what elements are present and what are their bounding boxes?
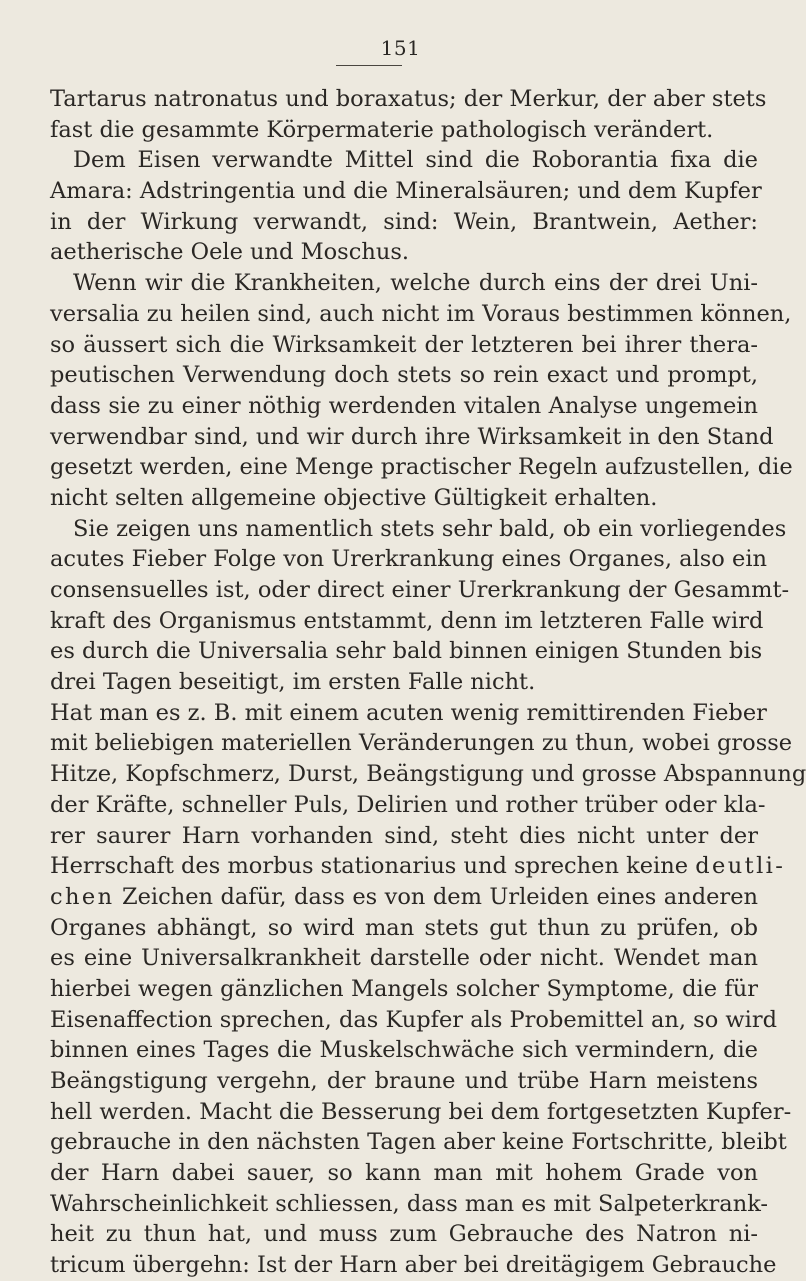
text-line: Beängstigung vergehn, der braune und trübe Harn meistens — [50, 1068, 758, 1094]
text-line: der Harn dabei sauer, so kann man mit hohem Grade von — [50, 1160, 758, 1187]
text-line: es durch die Universalia sehr bald binnen einigen Stunden bis — [50, 638, 763, 665]
text-line: Tartarus natronatus und boraxatus; der Merkur, der aber stets — [50, 86, 767, 112]
text-line: Sie zeigen uns namentlich stets sehr bald, ob ein vorliegendes — [73, 515, 787, 542]
text-line: fast die gesammte Körpermaterie pathologisch verändert. — [50, 116, 714, 143]
text-line: Eisenaffection sprechen, das Kupfer als Probemittel an, so wird — [50, 1006, 778, 1033]
text-line: mit beliebigen materiellen Veränderungen zu thun, wobei grosse — [50, 730, 793, 757]
text-line: kraft des Organismus entstammt, denn im letzteren Falle wird — [50, 607, 764, 634]
text-line: Herrschaft des morbus stationarius und sprechen keine deutli- — [50, 853, 786, 880]
text-line: der Kräfte, schneller Puls, Delirien und rother trüber oder kla- — [50, 791, 766, 818]
text-line: nicht selten allgemeine objective Gültigkeit erhalten. — [50, 484, 658, 511]
text-line: Wahrscheinlichkeit schliessen, dass man es mit Salpeterkrank- — [50, 1190, 769, 1217]
text-line: tricum übergehn: Ist der Harn aber bei dreitägigem Gebrauche — [50, 1252, 777, 1279]
page-number: 151 — [380, 36, 421, 60]
text-line: chen Zeichen dafür, dass es von dem Urleiden eines anderen — [50, 883, 758, 910]
text-line: peutischen Verwendung doch stets so rein exact und prompt, — [50, 362, 758, 389]
text-line: heit zu thun hat, und muss zum Gebrauche des Natron ni- — [50, 1221, 758, 1248]
text-line: Hat man es z. B. mit einem acuten wenig remittirenden Fieber — [50, 699, 767, 726]
text-line: gebrauche in den nächsten Tagen aber keine Fortschritte, bleibt — [50, 1129, 787, 1156]
body-text — [50, 84, 806, 1281]
text-line: drei Tagen beseitigt, im ersten Falle nicht. — [50, 669, 536, 696]
text-line: hell werden. Macht die Besserung bei dem fortgesetzten Kupfer- — [50, 1098, 792, 1125]
text-line: dass sie zu einer nöthig werdenden vitalen Analyse ungemein — [50, 392, 758, 419]
text-line: binnen eines Tages die Muskelschwäche sich vermindern, die — [50, 1037, 758, 1064]
text-line: verwendbar sind, und wir durch ihre Wirksamkeit in den Stand — [50, 423, 774, 450]
text-line: in der Wirkung verwandt, sind: Wein, Brantwein, Aether: — [50, 208, 758, 235]
text-line: Dem Eisen verwandte Mittel sind die Roborantia fixa die — [73, 147, 758, 174]
text-line: Organes abhängt, so wird man stets gut thun zu prüfen, ob — [50, 914, 758, 941]
text-line: es eine Universalkrankheit darstelle oder nicht. Wendet man — [50, 945, 758, 972]
text-line: aetherische Oele und Moschus. — [50, 239, 410, 266]
text-line: consensuelles ist, oder direct einer Urerkrankung der Gesammt- — [50, 577, 790, 603]
text-line: Wenn wir die Krankheiten, welche durch eins der drei Uni- — [73, 270, 758, 297]
text-line: so äussert sich die Wirksamkeit der letzteren bei ihrer thera- — [50, 331, 758, 358]
text-line: acutes Fieber Folge von Urerkrankung eines Organes, also ein — [50, 546, 768, 573]
text-line: versalia zu heilen sind, auch nicht im Voraus bestimmen können, — [50, 300, 792, 327]
text-line: gesetzt werden, eine Menge practischer Regeln aufzustellen, die — [50, 454, 793, 481]
emphasis: chen — [50, 883, 115, 910]
text-line: Hitze, Kopfschmerz, Durst, Beängstigung und grosse Abspannung — [50, 761, 806, 788]
text-line: rer saurer Harn vorhanden sind, steht dies nicht unter der — [50, 822, 758, 849]
text-line: hierbei wegen gänzlichen Mangels solcher Symptome, die für — [50, 975, 758, 1002]
page-number-underline — [336, 65, 402, 66]
emphasis: deutli- — [695, 853, 786, 880]
text-line: Amara: Adstringentia und die Mineralsäuren; und dem Kupfer — [50, 178, 762, 205]
